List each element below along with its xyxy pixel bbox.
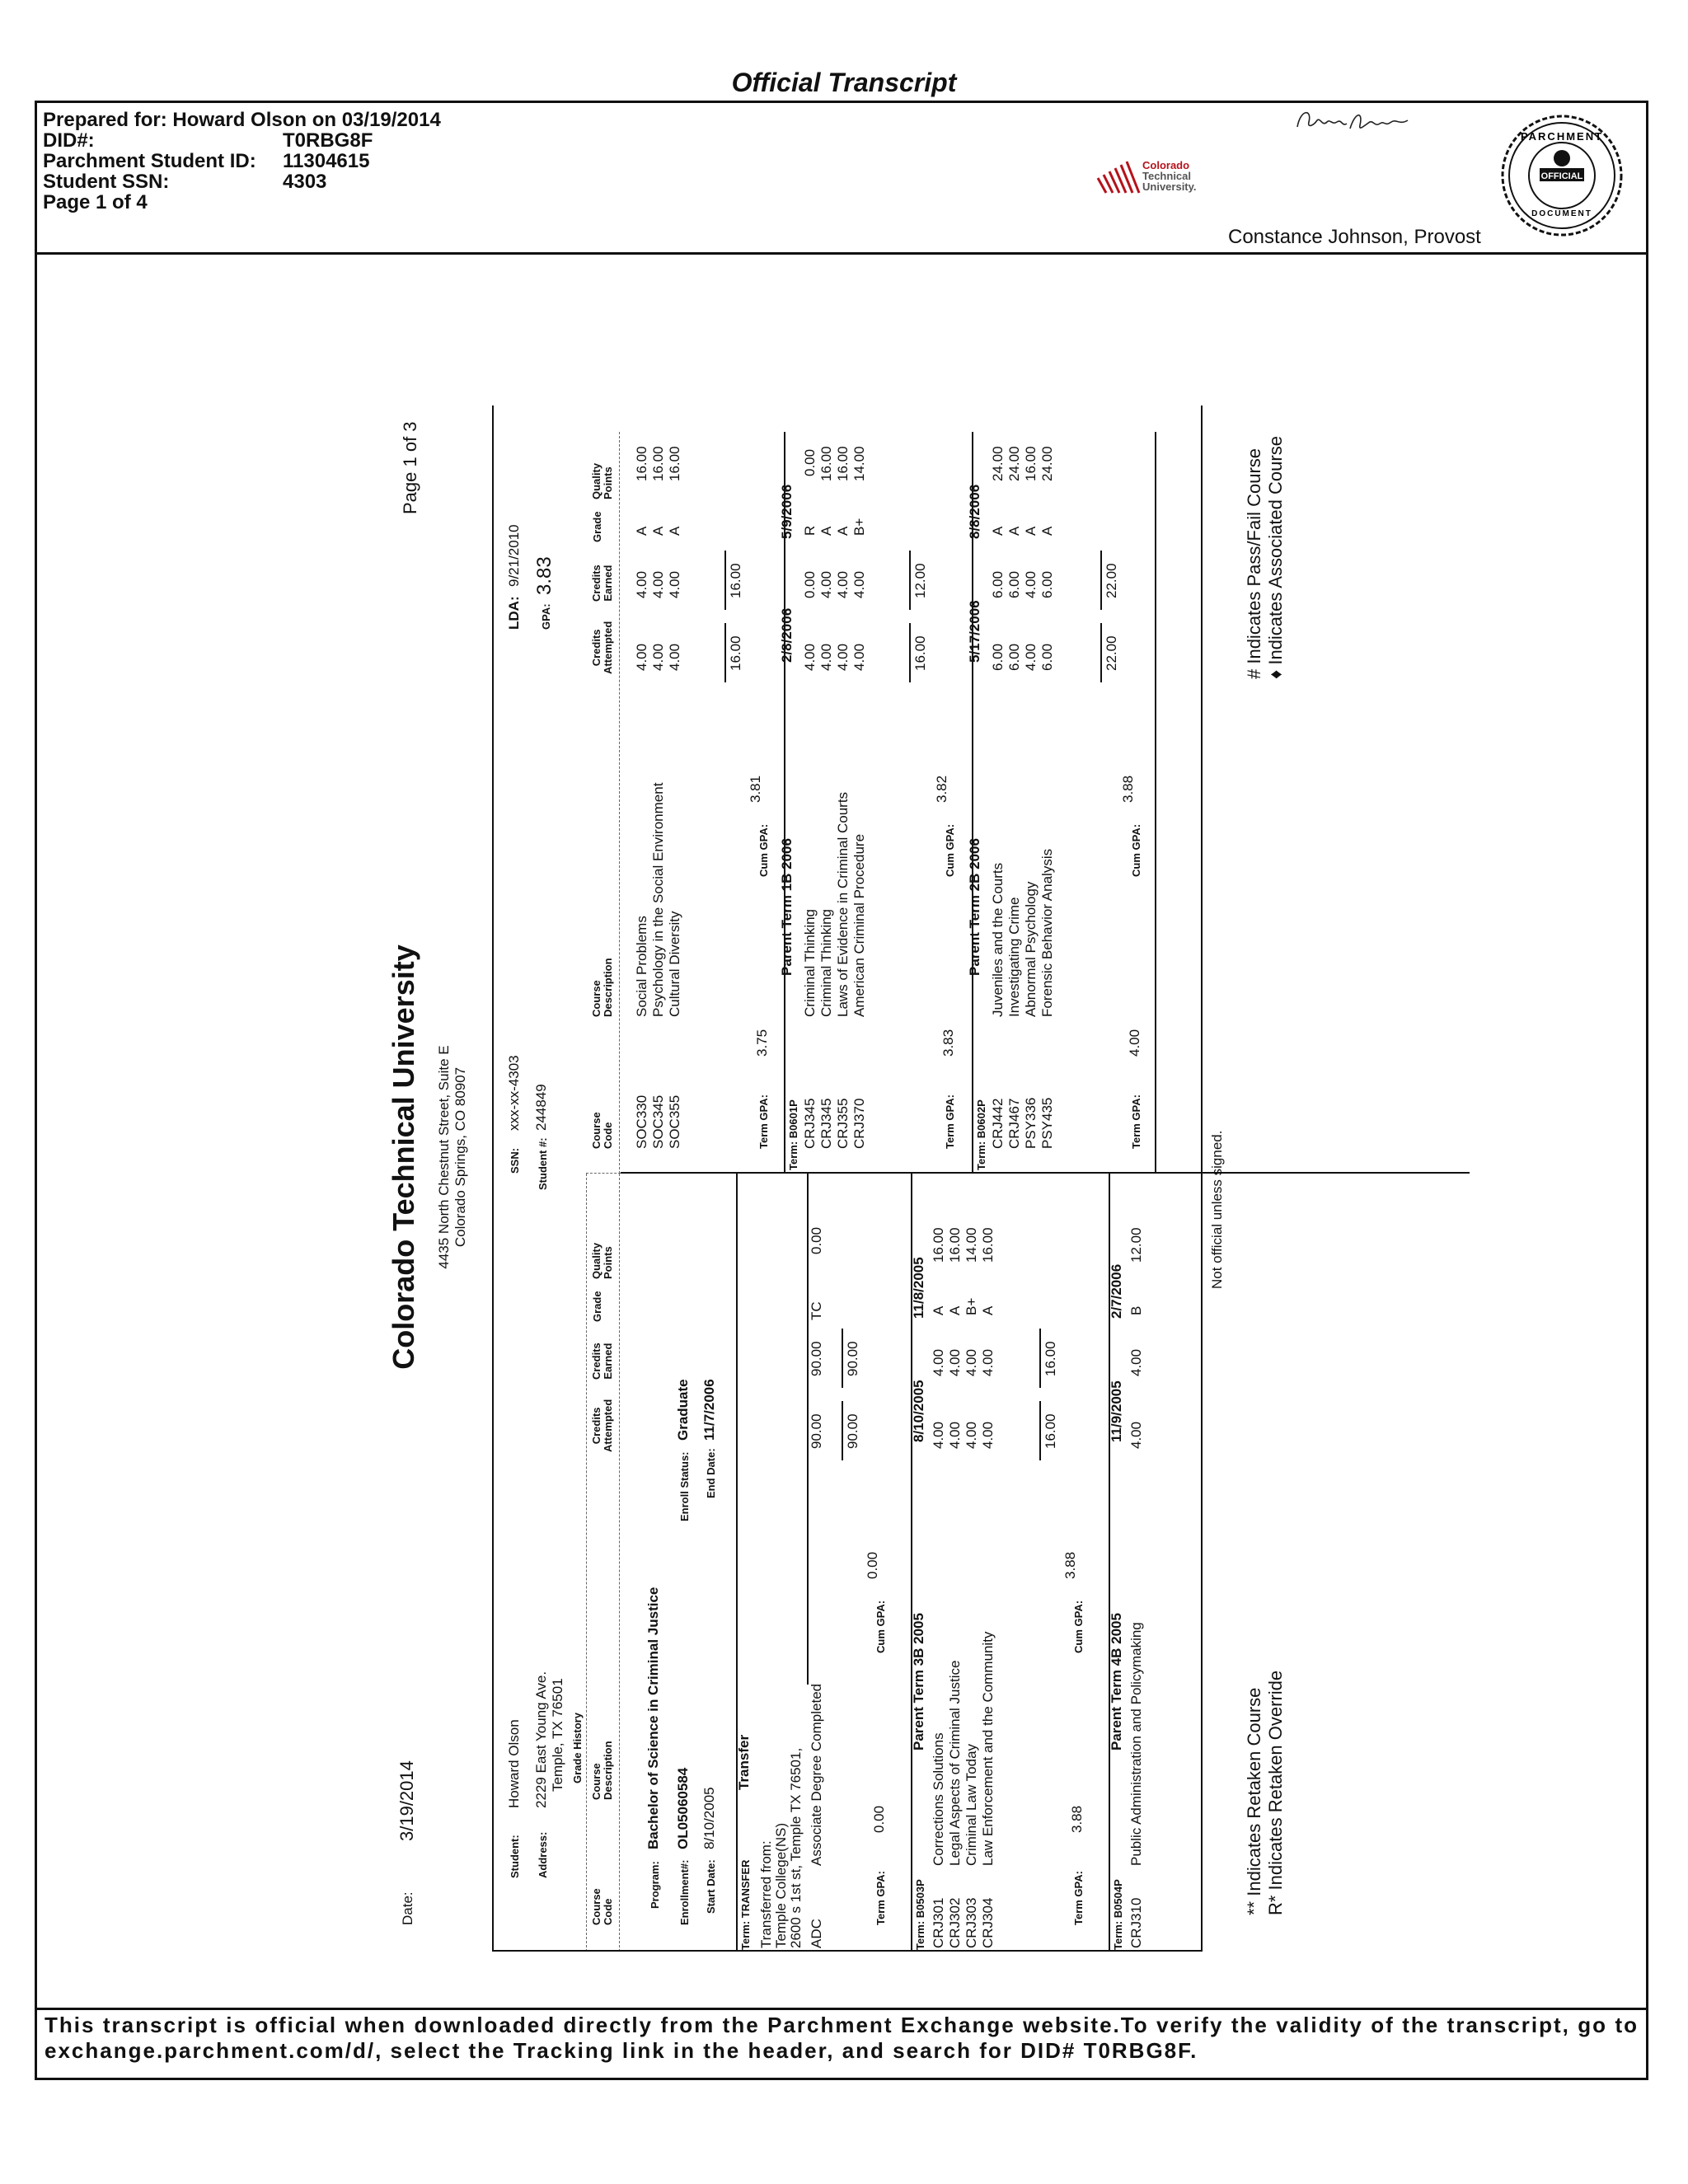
table-row: 16.00 [980,1227,996,1263]
term-4b-total-earned: 16.00 [728,563,743,598]
term-3b-label: Term: B0503P [914,1879,926,1950]
table-row: 4.00 [947,1348,963,1376]
col-grade: Grade [591,1291,603,1322]
table-row: Legal Aspects of Criminal Justice [947,1660,963,1866]
table-row: 6.00 [1039,643,1055,671]
table-row: A [980,1305,996,1315]
table-row: 4.00 [947,1421,963,1449]
parchment-seal-icon [1500,114,1624,241]
seal-bottom-text: DOCUMENT [1531,209,1592,218]
address-line-1: 2229 East Young Ave. [533,1671,549,1808]
table-row: 6.00 [1006,643,1022,671]
term-2b-title: Parent Term 2B 2006 [967,838,982,976]
ssn-label: SSN: [509,1147,521,1174]
parchment-id-label: Parchment Student ID: [43,150,256,172]
table-row: A [667,526,682,536]
table-row: CRJ301 [931,1897,946,1948]
term-4b-total-attempted: 16.00 [728,635,743,671]
student-label: Student: [509,1835,521,1878]
table-row: SOC355 [667,1094,682,1149]
provost-signature [1292,104,1416,141]
transfer-row-grade: TC [809,1301,824,1320]
term-2b-cum-gpa-label: Cum GPA: [1130,823,1142,877]
table-row: CRJ467 [1006,1098,1022,1149]
term-2b-date-end: 8/8/2006 [967,484,982,539]
term-2b-cum-gpa: 3.88 [1120,775,1136,803]
table-row: 4.00 [851,570,867,598]
table-row: A [818,526,834,536]
prepared-for: Prepared for: Howard Olson on 03/19/2014 [43,109,441,131]
table-row: Abnormal Psychology [1023,881,1039,1017]
lda-label: LDA: [506,596,522,630]
provost-name: Constance Johnson, Provost [1228,226,1481,248]
table-row: Cultural Diversity [667,911,682,1017]
table-row: 16.00 [947,1227,963,1263]
start-date-label: Start Date: [705,1859,717,1914]
lda-value: 9/21/2010 [506,524,522,587]
table-row: American Criminal Procedure [851,833,867,1017]
table-row: Psychology in the Social Environment [650,782,666,1017]
term-1b-cum-gpa-label: Cum GPA: [944,823,956,877]
legend-associated: ♦ Indicates Associated Course [1265,436,1286,679]
end-date-label: End Date: [705,1448,717,1498]
table-row: B+ [851,518,867,536]
term-1b-cum-gpa: 3.82 [934,775,950,803]
term-1b-total-earned: 12.00 [912,563,928,598]
col-course-description-2: Course Description [590,958,614,1017]
table-row: 4.00 [818,643,834,671]
term-3b-cum-gpa-label: Cum GPA: [1072,1600,1085,1653]
table-row: Criminal Law Today [964,1743,979,1866]
table-row: 4.00 [980,1421,996,1449]
table-row: 4.00 [667,643,682,671]
table-row: 12.00 [1128,1227,1144,1263]
table-row: 4.00 [818,570,834,598]
table-row: 16.00 [835,446,851,481]
table-row: 4.00 [634,570,649,598]
address-label: Address: [537,1831,549,1878]
table-row: 0.00 [802,448,818,476]
term-3b-date-end: 11/8/2005 [911,1257,926,1319]
table-row: 6.00 [1039,570,1055,598]
term-3b-cum-gpa: 3.88 [1062,1551,1078,1579]
table-row: 4.00 [802,643,818,671]
table-row: A [1023,526,1039,536]
date-value: 3/19/2014 [396,1760,417,1841]
col-credits-attempted-2: Credits Attempted [590,621,614,674]
term-4b-cum-gpa: 3.81 [748,775,763,803]
transfer-row-code: ADC [809,1919,824,1948]
gpa-value: 3.83 [533,556,556,595]
logo-line-2: Technical [1142,170,1192,182]
term-1b-total-attempted: 16.00 [912,635,928,671]
table-row: 4.00 [964,1421,979,1449]
table-row: A [1039,526,1055,536]
table-row: 16.00 [818,446,834,481]
table-row: 0.00 [802,570,818,598]
table-row: SOC345 [650,1094,666,1149]
parchment-id-value: 11304615 [283,150,370,172]
header-divider [35,252,1648,255]
legend-retaken: ** Indicates Retaken Course [1244,1687,1264,1915]
transfer-row-earned: 90.00 [809,1341,824,1376]
table-row: 16.00 [1023,446,1039,481]
table-row: 6.00 [1006,570,1022,598]
date-label: Date: [400,1891,415,1925]
term-2b-term-gpa-label: Term GPA: [1130,1094,1142,1149]
term-transfer-title: Transfer [736,1734,752,1790]
transfer-row-attempted: 90.00 [809,1413,824,1449]
term-2b-total-attempted: 22.00 [1104,635,1119,671]
table-row: 4.00 [931,1421,946,1449]
table-row: 16.00 [931,1227,946,1263]
term-1b-term-gpa-label: Term GPA: [944,1094,956,1149]
term-3b-term-gpa: 3.88 [1069,1805,1085,1833]
table-row: B [1128,1305,1144,1315]
did-label: DID#: [43,129,95,152]
seal-mid-text: OFFICIAL [1540,171,1583,181]
enrollment-value: OL05060584 [675,1767,691,1849]
not-official-note: Not official unless signed. [1209,1130,1225,1289]
table-row: 6.00 [990,643,1006,671]
table-row: R [802,525,818,536]
table-row: 4.00 [650,570,666,598]
address-line-2: Temple, TX 76501 [550,1678,565,1792]
enroll-status-value: Graduate [675,1379,691,1441]
logo-line-3: University. [1142,180,1197,193]
table-row: 4.00 [1128,1348,1144,1376]
table-row: 4.00 [931,1348,946,1376]
verification-notice: This transcript is official when downloaded directly from the Parchment Exchange website.To verify the validity of the transcript, go to exchange.parchment.com/d/, select the Tracking link in the header, and search for DID# T0RBG8F. [45,2013,1639,2063]
transfer-row-qp: 0.00 [809,1226,824,1254]
header-page-number: Page 1 of 4 [43,191,148,213]
term-2b-label: Term: B0602P [975,1099,987,1170]
institution-name: Colorado Technical University [387,944,420,1370]
term-4b-term-gpa: 3.75 [754,1029,770,1057]
col-course-code-2: Course Code [590,1112,614,1149]
table-row: A [931,1305,946,1315]
term-1b-title: Parent Term 1B 2006 [779,838,795,976]
table-row: CRJ304 [980,1897,996,1948]
table-row: CRJ370 [851,1098,867,1149]
start-date-value: 8/10/2005 [701,1787,717,1849]
table-row: 16.00 [634,446,649,481]
transcript-page [370,310,1606,1965]
table-row: 16.00 [667,446,682,481]
ssn-value: xxx-xx-4303 [506,1055,522,1131]
table-row: 24.00 [990,446,1006,481]
table-row: 24.00 [1006,446,1022,481]
table-row: 4.00 [835,643,851,671]
table-row: Criminal Thinking [802,908,818,1017]
table-row: 4.00 [1023,570,1039,598]
student-number-label: Student #: [537,1137,549,1190]
col-course-description: Course Description [590,1741,614,1800]
footer-divider [35,2008,1648,2010]
table-row: A [650,526,666,536]
term-4b-cum-gpa-label: Cum GPA: [757,823,770,877]
table-row: 16.00 [650,446,666,481]
table-row: 4.00 [964,1348,979,1376]
term-2b-date-start: 5/17/2006 [967,600,982,663]
table-row: CRJ303 [964,1897,979,1948]
table-row: 4.00 [835,570,851,598]
table-row: PSY435 [1039,1097,1055,1149]
table-row: A [990,526,1006,536]
table-row: A [835,526,851,536]
col-credits-attempted: Credits Attempted [590,1399,614,1452]
table-row: 24.00 [1039,446,1055,481]
table-row: A [634,526,649,536]
term-1b-date-start: 2/8/2006 [779,607,795,663]
page-of: Page 1 of 3 [400,421,420,514]
table-row: CRJ345 [802,1098,818,1149]
logo-line-1: Colorado [1142,159,1190,171]
table-row: 6.00 [990,570,1006,598]
transfer-total-attempted: 90.00 [845,1413,860,1449]
table-row: CRJ310 [1128,1897,1144,1948]
term-1b-term-gpa: 3.83 [940,1029,956,1057]
table-row: CRJ355 [835,1098,851,1149]
table-row: Law Enforcement and the Community [980,1631,996,1866]
seal-top-text: PARCHMENT [1520,130,1604,143]
table-row: Investigating Crime [1006,897,1022,1017]
term-3b-term-gpa-label: Term GPA: [1072,1871,1085,1925]
university-logo [1095,153,1226,204]
transferred-from: Transferred from: Temple College(NS) 2600 s 1st st, Temple TX 76501, [758,1747,804,1948]
term-1b-label: Term: B0601P [787,1099,799,1170]
table-row: CRJ442 [990,1098,1006,1149]
table-row: A [947,1305,963,1315]
legend-pass-fail: # Indicates Pass/Fail Course [1244,448,1264,679]
table-row: 14.00 [851,446,867,481]
table-row: SOC330 [634,1094,649,1149]
table-row: CRJ302 [947,1897,963,1948]
transfer-cum-gpa-label: Cum GPA: [874,1600,887,1653]
transfer-term-gpa-label: Term GPA: [874,1871,887,1925]
transfer-term-gpa: 0.00 [871,1805,887,1833]
term-3b-total-earned: 16.00 [1043,1341,1058,1376]
table-row: 4.00 [634,643,649,671]
did-value: T0RBG8F [283,129,373,152]
table-row: 4.00 [650,643,666,671]
table-row: 4.00 [1023,643,1039,671]
term-3b-title: Parent Term 3B 2005 [911,1613,926,1750]
student-number-value: 244849 [533,1084,549,1131]
grade-history-label: Grade History [571,1713,584,1783]
col-credits-earned: Credits Earned [590,1343,614,1380]
table-row: Criminal Thinking [818,908,834,1017]
table-row: 4.00 [667,570,682,598]
program-value: Bachelor of Science in Criminal Justice [645,1586,661,1849]
term-4b-term-gpa-label: Term GPA: [757,1094,770,1149]
table-row: 14.00 [964,1227,979,1263]
col-quality-points-2: Quality Points [590,462,614,499]
term-3b-date-start: 8/10/2005 [911,1380,926,1442]
table-row: Forensic Behavior Analysis [1039,848,1055,1017]
table-row: Juveniles and the Courts [990,862,1006,1017]
enroll-status-label: Enroll Status: [678,1451,691,1521]
term-4b-date-start: 11/9/2005 [1109,1380,1124,1442]
term-transfer-label: Term: TRANSFER [739,1859,752,1950]
transfer-total-earned: 90.00 [845,1341,860,1376]
table-row: Laws of Evidence in Criminal Courts [835,791,851,1017]
col-grade-2: Grade [591,511,603,542]
program-label: Program: [649,1861,661,1909]
table-row: 4.00 [851,643,867,671]
transfer-row-desc: Associate Degree Completed [809,1683,824,1866]
table-row: Social Problems [634,916,649,1017]
student-ssn-label: Student SSN: [43,171,170,193]
table-row: A [1006,526,1022,536]
institution-address-1: 4435 North Chestnut Street, Suite E [436,1045,452,1269]
table-row: 4.00 [980,1348,996,1376]
table-row: Public Administration and Policymaking [1128,1622,1144,1866]
gpa-label: GPA: [540,603,552,630]
table-row: CRJ345 [818,1098,834,1149]
table-row: Corrections Solutions [931,1732,946,1866]
term-3b-total-attempted: 16.00 [1043,1413,1058,1449]
institution-address-2: Colorado Springs, CO 80907 [452,1066,468,1248]
enrollment-label: Enrollment#: [678,1859,691,1925]
col-course-code: Course Code [590,1888,614,1925]
legend-retaken-override: R* Indicates Retaken Override [1265,1670,1286,1915]
term-2b-term-gpa: 4.00 [1127,1029,1142,1057]
term-2b-total-earned: 22.00 [1104,563,1119,598]
table-row: 4.00 [1128,1421,1144,1449]
end-date-value: 11/7/2006 [701,1379,717,1441]
student-ssn-value: 4303 [283,171,327,193]
term-4b-title: Parent Term 4B 2005 [1109,1613,1124,1750]
table-row: B+ [964,1297,979,1315]
col-quality-points: Quality Points [590,1242,614,1279]
document-title: Official Transcript [731,68,957,97]
term-4b-date-end: 2/7/2006 [1109,1263,1124,1319]
term-1b-date-end: 5/9/2006 [779,484,795,539]
term-4b-label: Term: B0504P [1112,1879,1124,1950]
transfer-cum-gpa: 0.00 [865,1551,880,1579]
col-credits-earned-2: Credits Earned [590,565,614,602]
student-value: Howard Olson [506,1719,522,1808]
table-row: PSY336 [1023,1097,1039,1149]
